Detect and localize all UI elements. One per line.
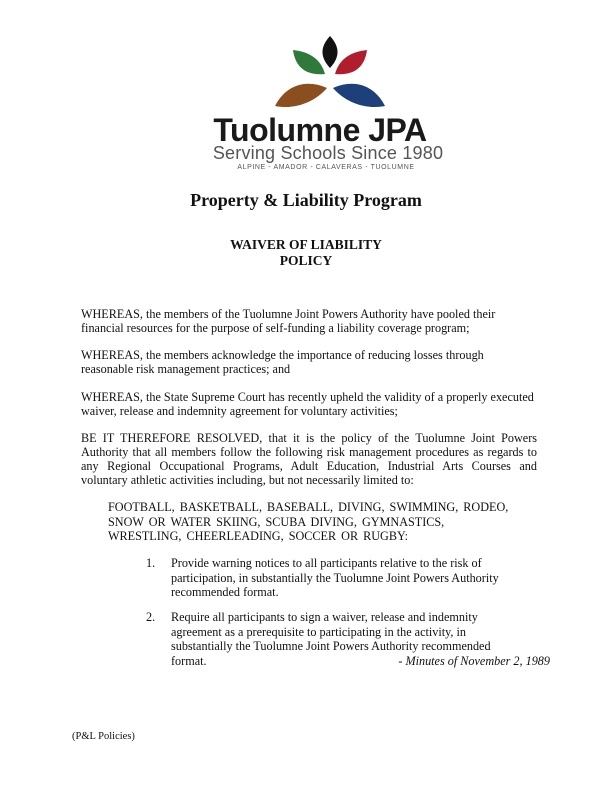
logo-tagline: Serving Schools Since 1980	[212, 143, 444, 163]
sports-list: FOOTBALL, BASKETBALL, BASEBALL, DIVING, SWIMMING, RODEO, SNOW OR WATER SKIING, SCUBA DIVING, GYMNASTICS, WRESTLING, CHEERLEADING, SOCCER OR RUGBY:	[108, 500, 509, 543]
footer-label: (P&L Policies)	[72, 731, 135, 742]
whereas-paragraph-3: WHEREAS, the State Supreme Court has recently upheld the validity of a properly executed waiver, release and indemnity agreement for voluntary activities;	[81, 390, 534, 418]
list-item-number: 2.	[146, 610, 156, 624]
tuolumne-jpa-lotus-logo	[255, 34, 405, 114]
list-item-text: Provide warning notices to all participants relative to the risk of participation, in substantially the Tuolumne Joint Powers Authority recommended format.	[171, 556, 499, 599]
logo-red-petal	[335, 50, 367, 74]
logo-counties: ALPINE - AMADOR - CALAVERAS - TUOLUMNE	[237, 164, 415, 171]
list-item-text: Require all participants to sign a waiver, release and indemnity agreement as a prerequisite to participating in the activity, in substantially the Tuolumne Joint Powers Authority recommended format.	[171, 610, 491, 668]
logo-wordmark: Tuolumne JPA	[213, 112, 427, 148]
logo-brown-petal	[275, 84, 327, 107]
policy-title-line2: POLICY	[279, 253, 333, 268]
logo-blue-petal	[333, 84, 385, 107]
minutes-citation: - Minutes of November 2, 1989	[398, 654, 550, 668]
whereas-paragraph-2: WHEREAS, the members acknowledge the importance of reducing losses through reasonable risk management practices; and	[81, 348, 484, 376]
resolved-paragraph: BE IT THEREFORE RESOLVED, that it is the policy of the Tuolumne Joint Powers Authority that all members follow the following risk management procedures as regards to any Regional Occupational Programs, Adult Education, Industrial Arts Courses and voluntary athletic activities including, but not necessarily limited to:	[81, 431, 537, 487]
list-item-number: 1.	[146, 556, 156, 570]
whereas-paragraph-1: WHEREAS, the members of the Tuolumne Joint Powers Authority have pooled their financial resources for the purpose of self-funding a liability coverage program;	[81, 307, 496, 335]
logo-black-petal	[322, 36, 337, 68]
policy-title-line1: WAIVER OF LIABILITY	[230, 237, 382, 252]
logo-green-petal	[293, 50, 325, 74]
program-title: Property & Liability Program	[190, 190, 422, 210]
